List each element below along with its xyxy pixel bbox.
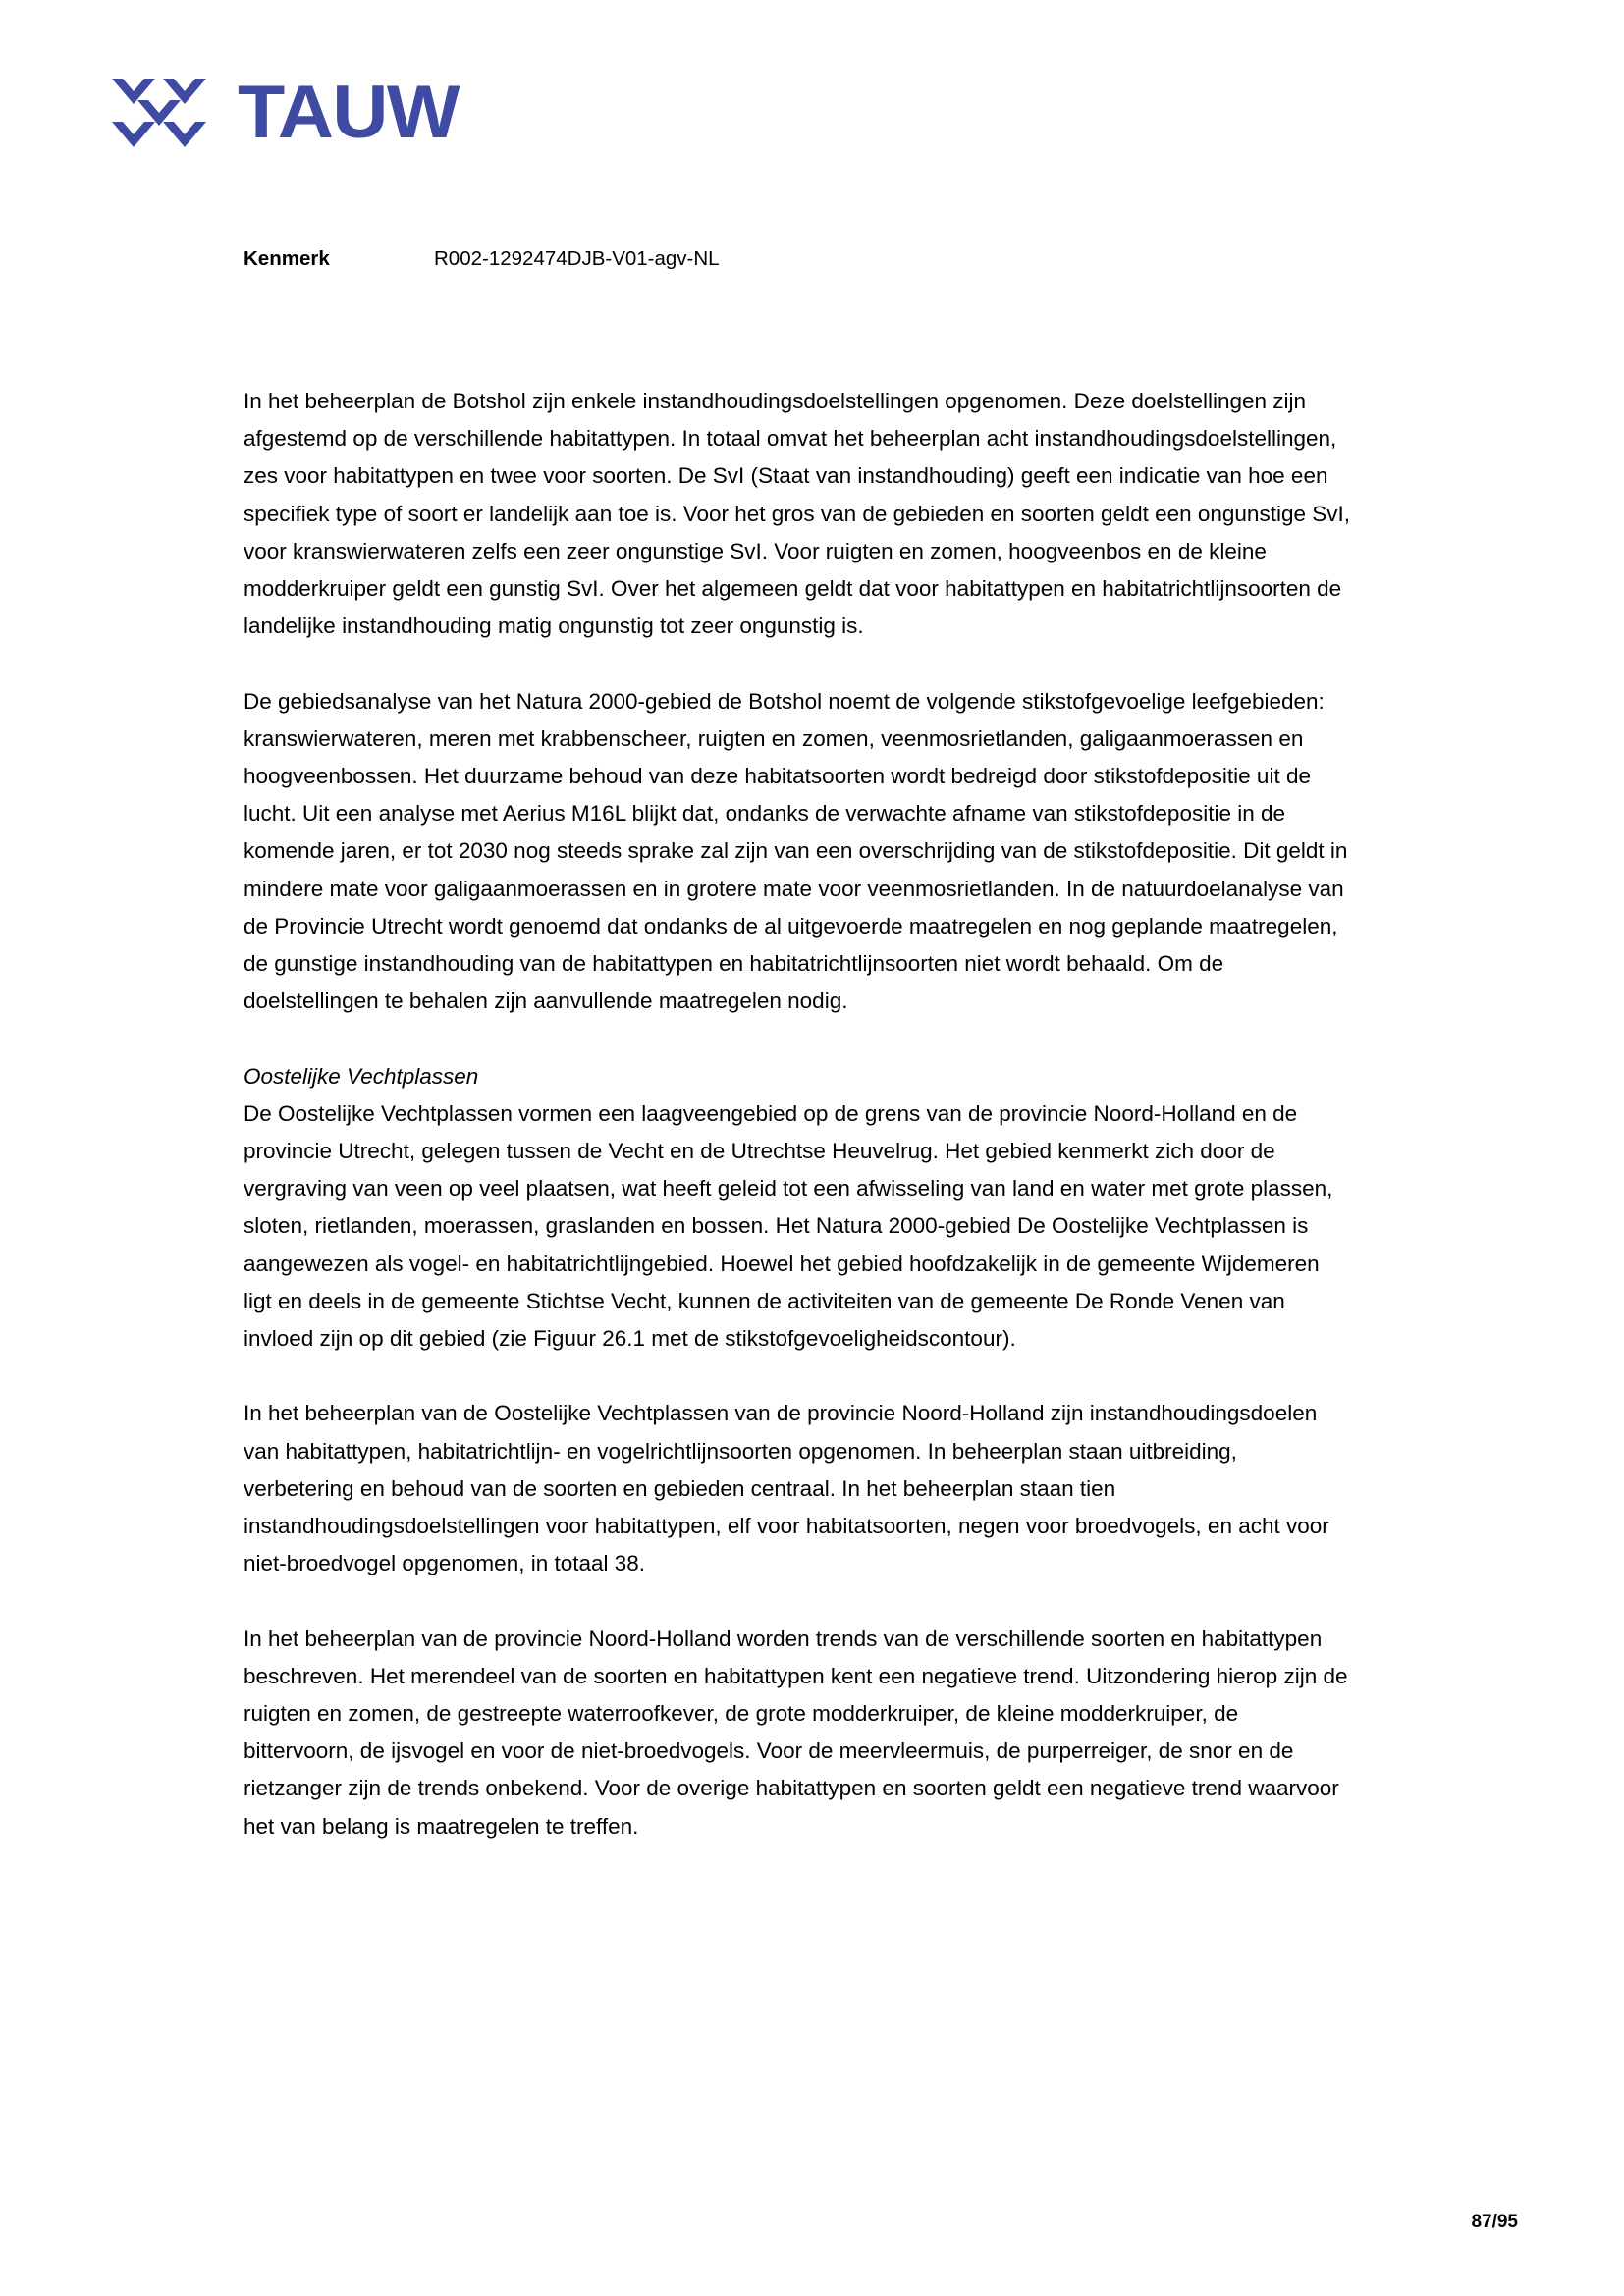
tauw-logo	[106, 71, 459, 154]
kenmerk-row	[244, 247, 720, 272]
paragraph-botshol-doelstellingen: In het beheerplan de Botshol zijn enkele instandhoudingsdoelstellingen opgenomen. Deze doelstellingen zijn afgestemd op de verschillende habitattypen. In totaal omvat het beheerplan acht instandhoudingsdoelstellingen, zes voor habitattypen en twee voor soorten. De SvI (Staat van instandhouding) geeft een indicatie van hoe een specifiek type of soort er landelijk aan toe is. Voor het gros van de gebieden en soorten geldt een ongunstige SvI, voor kranswierwateren zelfs een zeer ongunstige SvI. Voor ruigten en zomen, hoogveenbos en de kleine modderkruiper geldt een gunstig SvI. Over het algemeen geldt dat voor habitattypen en habitatrichtlijnsoorten de landelijke instandhouding matig ongunstig tot zeer ongunstig is.	[244, 389, 1350, 639]
subheading-oostelijke-vechtplassen: Oostelijke Vechtplassen	[244, 1063, 479, 1089]
paragraph-oostelijke-vechtplassen-beschrijving: De Oostelijke Vechtplassen vormen een laagveengebied op de grens van de provincie Noord-Holland en de provincie Utrecht, gelegen tussen de Vecht en de Utrechtse Heuvelrug. Het gebied kenmerkt zich door de vergraving van veen op veel plaatsen, wat heeft geleid tot een afwisseling van land en water met grote plassen, sloten, rietlanden, moerassen, graslanden en bossen. Het Natura 2000-gebied De Oostelijke Vechtplassen is aangewezen als vogel- en habitatrichtlijngebied. Hoewel het gebied hoofdzakelijk in de gemeente Wijdemeren ligt en deels in de gemeente Stichtse Vecht, kunnen de activiteiten van de gemeente De Ronde Venen van invloed zijn op dit gebied (zie Figuur 26.1 met de stikstofgevoeligheidscontour).	[244, 1100, 1333, 1352]
kenmerk-value: R002-1292474DJB-V01-agv-NL	[434, 247, 720, 270]
paragraph-beheerplan-noord-holland: In het beheerplan van de Oostelijke Vechtplassen van de provincie Noord-Holland zijn instandhoudingsdoelen van habitattypen, habitatrichtlijn- en vogelrichtlijnsoorten opgenomen. In beheerplan staan uitbreiding, verbetering en behoud van de soorten en gebieden centraal. In het beheerplan staan tien instandhoudingsdoelstellingen voor habitattypen, elf voor habitatsoorten, negen voor broedvogels, en acht voor niet-broedvogel opgenomen, in totaal 38.	[244, 1401, 1329, 1576]
paragraph-gebiedsanalyse-botshol: De gebiedsanalyse van het Natura 2000-gebied de Botshol noemt de volgende stikstofgevoelige leefgebieden: kranswierwateren, meren met krabbenscheer, ruigten en zomen, veenmosrietlanden, galigaanmoerassen en hoogveenbossen. Het duurzame behoud van deze habitatsoorten wordt bedreigd door stikstofdepositie uit de lucht. Uit een analyse met Aerius M16L blijkt dat, ondanks de verwachte afname van stikstofdepositie in de komende jaren, er tot 2030 nog steeds sprake zal zijn van een overschrijding van de stikstofdepositie. Dit geldt in mindere mate voor galigaanmoerassen en in grotere mate voor veenmosrietlanden. In de natuurdoelanalyse van de Provincie Utrecht wordt genoemd dat ondanks de al uitgevoerde maatregelen en nog geplande maatregelen, de gunstige instandhouding van de habitattypen en habitatrichtlijnsoorten niet wordt behaald. Om de doelstellingen te behalen zijn aanvullende maatregelen nodig.	[244, 688, 1348, 1014]
page-number: 87/95	[1471, 2212, 1518, 2232]
paragraph-trends-soorten: In het beheerplan van de provincie Noord-Holland worden trends van de verschillende soorten en habitattypen beschreven. Het merendeel van de soorten en habitattypen kent een negatieve trend. Uitzondering hierop zijn de ruigten en zomen, de gestreepte waterroofkever, de grote modderkruiper, de kleine modderkruiper, de bittervoorn, de ijsvogel en voor de niet-broedvogels. Voor de meervleermuis, de purperreiger, de snor en de rietzanger zijn de trends onbekend. Voor de overige habitattypen en soorten geldt een negatieve trend waarvoor het van belang is maatregelen te treffen.	[244, 1626, 1348, 1839]
document-body	[244, 383, 1353, 1883]
tauw-chevron-mark-icon	[106, 75, 212, 151]
kenmerk-label: Kenmerk	[244, 247, 330, 270]
tauw-wordmark: TAUW	[238, 71, 459, 154]
